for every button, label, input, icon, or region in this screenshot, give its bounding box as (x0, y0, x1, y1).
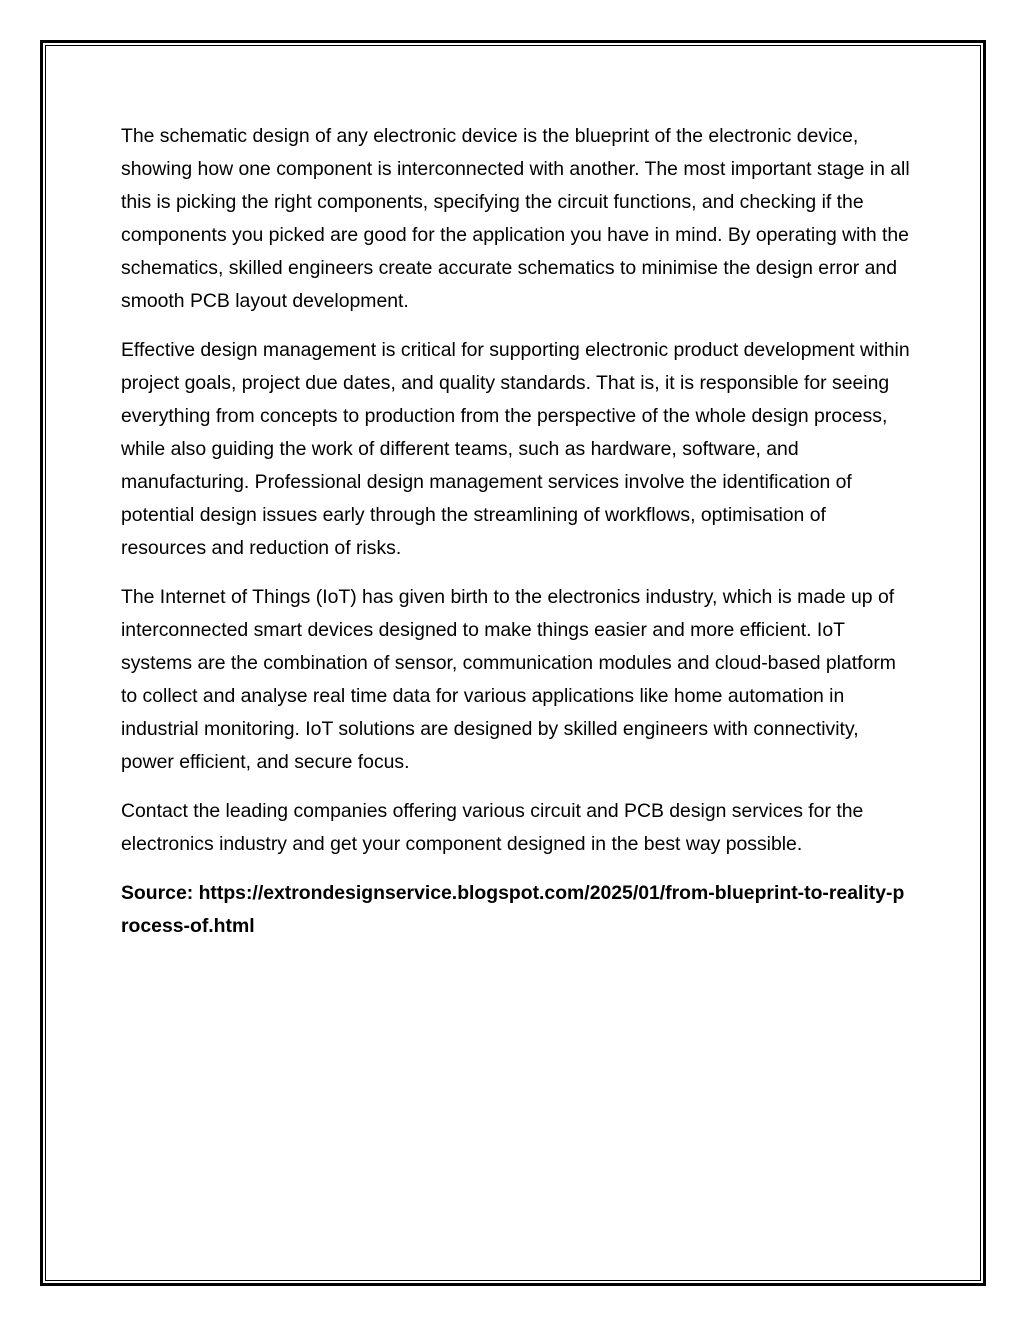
paragraph-iot: The Internet of Things (IoT) has given birth to the electronics industry, which is made up of interconnected smart devices designed to make things easier and more efficient. IoT systems are the combination of sensor, communication modules and cloud-based platform to collect and analyse real time data for various applications like home automation in industrial monitoring. IoT solutions are designed by skilled engineers with connectivity, power efficient, and secure focus. (121, 586, 896, 773)
paragraph-schematic-design: The schematic design of any electronic device is the blueprint of the electronic device, showing how one component is interconnected with another. The most important stage in all this is picking the right components, specifying the circuit functions, and checking if the components you picked are good for the application you have in mind. By operating with the schematics, skilled engineers create accurate schematics to minimise the design error and smooth PCB layout development. (121, 125, 910, 312)
paragraph-contact: Contact the leading companies offering various circuit and PCB design services for the electronics industry and get your component designed in the best way possible. (121, 800, 864, 855)
paragraph-design-management: Effective design management is critical for supporting electronic product development within project goals, project due dates, and quality standards. That is, it is responsible for seeing everything from concepts to production from the perspective of the whole design process, while also guiding the work of different teams, such as hardware, software, and manufacturing. Professional design management services involve the identification of potential design issues early through the streamlining of workflows, optimisation of resources and reduction of risks. (121, 339, 910, 559)
source-citation: Source: https://extrondesignservice.blogspot.com/2025/01/from-blueprint-to-reality-process-of.html (121, 882, 905, 937)
document-body (121, 120, 911, 959)
